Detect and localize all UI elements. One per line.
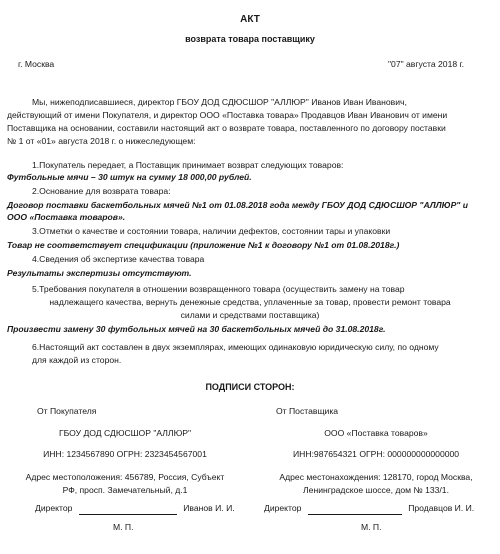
buyer-ids: ИНН: 1234567890 ОГРН: 2323454567001 xyxy=(43,449,207,459)
buyer-address-2: РФ, просп. Замечательный, д.1 xyxy=(62,485,188,495)
doc-title: АКТ xyxy=(240,14,260,25)
buyer-director-label: Директор xyxy=(35,503,73,513)
seller-header: От Поставщика xyxy=(276,406,339,416)
item-6-line-2: для каждой из сторон. xyxy=(32,355,122,365)
item-2-value-2: ООО «Поставка товаров». xyxy=(7,212,126,222)
seller-stamp: М. П. xyxy=(361,522,382,532)
buyer-director-row xyxy=(35,503,235,515)
seller-address-1: Адрес местонахождения: 128170, город Москва, xyxy=(279,472,473,482)
seller-signature-line xyxy=(308,503,402,515)
item-4-value: Результаты экспертизы отсутствуют. xyxy=(7,268,192,278)
seller-ids: ИНН:987654321 ОГРН: 000000000000000 xyxy=(292,449,460,459)
signatures-heading: ПОДПИСИ СТОРОН: xyxy=(205,382,295,392)
item-1-label: 1.Покупатель передает, а Поставщик принимает возврат следующих товаров: xyxy=(32,160,344,170)
item-5-line-1: 5.Требования покупателя в отношении возвращенного товара (осуществить замену на товар xyxy=(32,284,405,294)
item-5-line-2: надлежащего качества, вернуть денежные средства, уплаченные за товар, провести ремонт товара xyxy=(49,297,451,307)
seller-director-name: Продавцов И. И. xyxy=(408,503,475,513)
seller-address-2: Ленинградское шоссе, дом № 133/1. xyxy=(303,485,449,495)
doc-city: г. Москва xyxy=(18,59,55,69)
doc-subtitle: возврата товара поставщику xyxy=(185,34,315,44)
buyer-address-1: Адрес местоположения: 456789, Россия, Субъект xyxy=(25,472,225,482)
buyer-header: От Покупателя xyxy=(37,406,97,416)
intro-line-3: Поставщика на основании, составили настоящий акт о возврате товара, поставленного по договору поставки xyxy=(7,123,446,133)
item-5-value: Произвести замену 30 футбольных мячей на 30 баскетбольных мячей до 31.08.2018г. xyxy=(7,324,386,334)
item-4-label: 4.Сведения об экспертизе качества товара xyxy=(32,254,205,264)
buyer-stamp: М. П. xyxy=(113,522,134,532)
seller-name: ООО «Поставка товаров» xyxy=(324,428,428,438)
buyer-director-name: Иванов И. И. xyxy=(183,503,235,513)
doc-date: "07" августа 2018 г. xyxy=(387,59,464,69)
buyer-signature-line xyxy=(79,503,177,515)
intro-line-1: Мы, нижеподписавшиеся, директор ГБОУ ДОД СДЮСШОР "АЛЛЮР" Иванов Иван Иванович, xyxy=(32,97,407,107)
item-2-value-1: Договор поставки баскетбольных мячей №1 от 01.08.2018 года между ГБОУ ДОД СДЮСШОР "АЛЛЮР" и xyxy=(7,200,469,210)
intro-line-2: действующий от имени Покупателя, и директор ООО «Поставка товара» Продавцов Иван Иванович от имени xyxy=(7,110,448,120)
item-6-line-1: 6.Настоящий акт составлен в двух экземплярах, имеющих одинаковую юридическую силу, по одному xyxy=(32,342,439,352)
buyer-name: ГБОУ ДОД СДЮСШОР "АЛЛЮР" xyxy=(58,428,192,438)
item-5-line-3: силами и средствами поставщика) xyxy=(180,310,320,320)
item-3-label: 3.Отметки о качестве и состоянии товара, наличии дефектов, состоянии тары и упаковки xyxy=(32,226,391,236)
seller-director-row xyxy=(264,503,474,515)
item-1-value: Футбольные мячи – 30 штук на сумму 18 000,00 рублей. xyxy=(7,172,252,182)
item-3-value: Товар не соответствует спецификации (приложение №1 к договору №1 от 01.08.2018г.) xyxy=(7,240,400,250)
intro-line-4: № 1 от «01» августа 2018 г. о нижеследующем: xyxy=(7,136,196,146)
item-2-label: 2.Основание для возврата товара: xyxy=(32,186,171,196)
seller-director-label: Директор xyxy=(264,503,302,513)
